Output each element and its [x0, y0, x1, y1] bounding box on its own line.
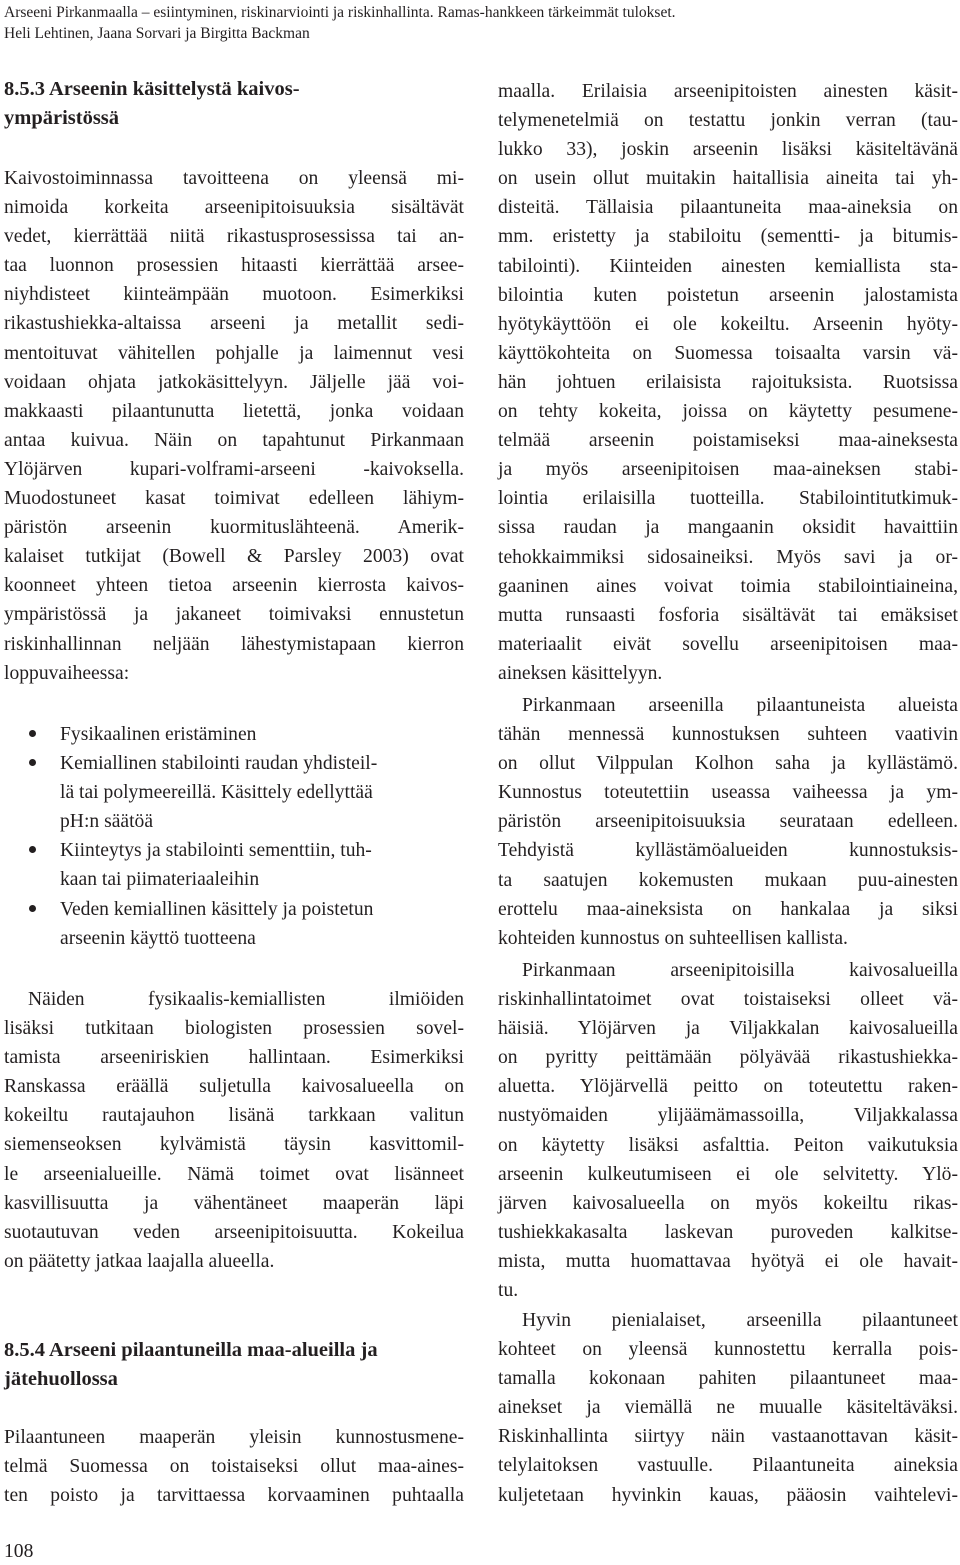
text-line: ympäristössä ja jakaneet toimivaksi ennustetun — [4, 604, 464, 626]
text-line: loppuvaiheessa: — [4, 662, 130, 684]
text-line: kuljetetaan hyvinkin kauas, pääosin vaihtelevi- — [498, 1484, 958, 1506]
text-line: kasvillisuutta ja vähentäneet maaperän läpi — [4, 1192, 464, 1214]
running-header-title: Arseeni Pirkanmaalla – esiintyminen, riskinarviointi ja riskinhallinta. Ramas-hankkeen tärkeimmät tulokset. — [4, 4, 676, 21]
text-line: erottelu maa-aineksista on hankalaa ja siksi — [498, 898, 958, 920]
text-line: on tehty kokeita, joissa on käytetty pesumene- — [498, 401, 958, 423]
text-line: hän johtuen erilaisista rajoituksista. Ruotsissa — [498, 371, 958, 393]
text-line: lointia erilaisilla tuotteilla. Stabilointitutkimuk- — [498, 488, 958, 510]
text-line: Pilaantuneen maaperän yleisin kunnostusmene- — [4, 1427, 464, 1448]
text-line: gaaninen aines voivat toimia stabilointiaineina, — [498, 575, 958, 597]
text-line: Riskinhallinta siirtyy näin vastaanottavan käsit- — [498, 1426, 958, 1448]
text-line: aineksen käsittelyyn. — [498, 662, 663, 684]
text-line: Näiden fysikaalis-kemiallisten ilmiöiden — [28, 989, 464, 1010]
text-line: telylaitoksen vastuulle. Pilaantuneita aineksia — [498, 1455, 958, 1477]
text-line: riskinhallinnan neljään lähestymistapaan kierron — [4, 633, 464, 655]
text-line: bilointia kuten poistetun arseenin jalostamista — [498, 284, 958, 306]
text-line: tu. — [498, 1280, 519, 1302]
text-line: järven kaivosalueella on myös kokeiltu rikas- — [498, 1192, 958, 1214]
text-line: le arseenialueille. Nämä toimet ovat lisänneet — [4, 1163, 464, 1185]
text-line: on ollut Vilppulan Kolhon saha ja kyllästämö. — [498, 753, 958, 775]
text-line: siemenseoksen kylvämistä täysin kasvittomil- — [4, 1134, 464, 1156]
text-line: lisäksi tutkitaan biologisten prosessien sovel- — [4, 1018, 464, 1040]
section-heading-8-5-4: 8.5.4 Arseeni pilaantuneilla maa-alueilla ja jätehuollossa — [4, 1339, 378, 1390]
bullet-icon — [29, 905, 36, 912]
page-number: 108 — [4, 1541, 34, 1562]
text-line: päristön arseenipitoisuuksia seurataan edelleen. — [498, 811, 958, 833]
paragraph — [4, 1423, 464, 1510]
text-line: rikastushiekka-altaissa arseeni ja metallit sedi- — [4, 313, 464, 335]
paragraph — [4, 164, 464, 688]
bullet-list — [4, 720, 464, 953]
text-line: tushiekkakasalta laskevan puroveden kalkitse- — [498, 1221, 958, 1243]
text-line: Kunnostus toteutettiin useassa vaiheessa ja ym- — [498, 782, 958, 804]
text-line: disteitä. Tällaisia pilaantuneita maa-aineksia on — [498, 197, 958, 219]
running-header-authors: Heli Lehtinen, Jaana Sorvari ja Birgitta Backman — [4, 25, 310, 42]
text-line: makkaasti pilaantunutta lietettä, jonka voidaan — [4, 400, 464, 422]
text-line: nimoida korkeita arseenipitoisuuksia sisältävät — [4, 197, 464, 219]
text-line: taa luonnon prosessien hitaasti kierrättää arsee- — [4, 255, 464, 277]
paragraph — [4, 985, 464, 1276]
running-header — [4, 2, 954, 44]
text-line: kohteet on yleensä kunnostettu kerralla pois- — [498, 1339, 958, 1361]
text-line: lukko 33), joskin arseenin lisäksi käsiteltävänä — [498, 139, 958, 161]
bullet-icon — [29, 846, 36, 853]
text-line: Ylöjärven kupari-volframi-arseeni -kaivoksella. — [4, 458, 464, 480]
text-line: materiaalit eivät sovellu arseenipitoisen maa- — [498, 633, 958, 655]
section-heading-8-5-3: 8.5.3 Arseenin käsittelystä kaivos- ympäristössä — [4, 78, 300, 129]
list-item: Kiinteytys ja stabilointi sementtiin, tuh- kaan tai piimateriaaleihin — [4, 836, 464, 894]
text-line: tamista arseeniriskien hallintaan. Esimerkiksi — [4, 1047, 464, 1069]
text-line: tehokkaimmiksi sidosaineiksi. Myös savi ja or- — [498, 546, 958, 568]
text-line: koonneet yhteen tietoa arseenin kierrosta kaivos- — [4, 575, 464, 597]
text-line: hyötykäyttöön ei ole kokeiltu. Arseenin hyöty- — [498, 313, 958, 335]
text-line: ja myös arseenipitoisen maa-aineksen stabi- — [498, 459, 958, 481]
text-line: Pirkanmaan arseenilla pilaantuneista alueista — [522, 695, 958, 716]
paragraph — [498, 77, 958, 688]
text-line: niyhdisteet kiinteämpään muotoon. Esimerkiksi — [4, 284, 464, 306]
text-line: on käytetty lisäksi asfalttia. Peiton vaikutuksia — [498, 1134, 958, 1156]
text-line: suotautuvan veden arseenipitoisuutta. Kokeilua — [4, 1221, 464, 1243]
text-line: kohteiden kunnostus on suhteellisen kallista. — [498, 927, 848, 949]
text-line: Kaivostoiminnassa tavoitteena on yleensä mi- — [4, 168, 464, 189]
text-line: häisiä. Ylöjärven ja Viljakkalan kaivosalueilla — [498, 1018, 958, 1040]
text-line: kalaiset tutkijat (Bowell & Parsley 2003) ovat — [4, 546, 464, 568]
text-line: maalla. Erilaisia arseenipitoisten ainesten käsit- — [498, 81, 958, 102]
text-line: nustyömaiden ylijäämämassoilla, Viljakkalassa — [498, 1105, 958, 1127]
text-line: mutta runsaasti fosforia sisältävät tai emäksiset — [498, 604, 958, 626]
text-line: voidaan ohjata jatkokäsittelyyn. Jäljelle jää voi- — [4, 371, 464, 393]
text-line: mentoituvat vähitellen pohjalle ja laimennut vesi — [4, 342, 464, 364]
paragraph — [498, 691, 958, 953]
text-line: ta saatujen kokemusten mukaan puu-ainesten — [498, 869, 958, 891]
list-item: Kemiallinen stabilointi raudan yhdisteil- lä tai polymeereillä. Käsittely edellyttää pH:n säätöä — [4, 749, 464, 836]
text-line: tamalla kokonaan pahiten pilaantuneet maa- — [498, 1368, 958, 1390]
paragraph — [498, 1306, 958, 1510]
text-line: tabilointi). Kiinteiden ainesten kemiallista sta- — [498, 255, 958, 277]
text-line: telmä Suomessa on toistaiseksi ollut maa-aines- — [4, 1456, 464, 1478]
text-line: telmää arseenin poistamiseksi maa-aineksesta — [498, 430, 958, 452]
text-line: päristön arseenin kuormituslähteenä. Amerik- — [4, 517, 464, 539]
bullet-icon — [29, 730, 36, 737]
text-line: telymenetelmiä on testattu jonkin verran (tau- — [498, 110, 958, 132]
text-line: kokeiltu rautajauhon lisänä tarkkaan valitun — [4, 1105, 464, 1127]
text-line: on pyritty peittämään pölyävää rikastushiekka- — [498, 1047, 958, 1069]
text-line: Muodostuneet kasat toimivat edelleen lähiym- — [4, 488, 464, 510]
text-line: sissa raudan ja mangaanin oksidit havaittiin — [498, 517, 958, 539]
bullet-icon — [29, 759, 36, 766]
text-line: ainekset ja viemällä ne muualle käsiteltäväksi. — [498, 1397, 958, 1419]
text-line: vedet, kierrättää niitä rikastusprosessissa tai an- — [4, 226, 464, 248]
text-line: antaa kuivua. Näin on tapahtunut Pirkanmaan — [4, 429, 464, 451]
text-line: mm. eristetty ja stabiloitu (sementti- ja bitumis- — [498, 226, 958, 248]
text-line: riskinhallintatoimet ovat toistaiseksi olleet vä- — [498, 989, 958, 1011]
text-line: Hyvin pienialaiset, arseenilla pilaantuneet — [522, 1310, 958, 1331]
text-line: on usein ollut muitakin haitallisia aineita tai yh- — [498, 168, 958, 190]
text-line: Ranskassa eräällä suljetulla kaivosalueella on — [4, 1076, 464, 1098]
list-item: Fysikaalinen eristäminen — [4, 720, 464, 749]
list-item: Veden kemiallinen käsittely ja poistetun arseenin käyttö tuotteena — [4, 895, 464, 953]
text-line: käyttökohteita on Suomessa toisaalta varsin vä- — [498, 342, 958, 364]
text-line: Pirkanmaan arseenipitoisilla kaivosalueilla — [522, 960, 958, 981]
paragraph — [498, 956, 958, 1305]
text-line: on päätetty jatkaa laajalla alueella. — [4, 1250, 275, 1272]
text-line: aluetta. Ylöjärvellä peitto on toteutettu raken- — [498, 1076, 958, 1098]
text-line: mista, mutta huomattavaa hyötyä ei ole havait- — [498, 1250, 958, 1272]
text-line: tähän mennessä kunnostuksen suhteen vaativin — [498, 724, 958, 746]
text-line: ten poisto ja tarvittaessa korvaaminen puhtaalla — [4, 1485, 464, 1507]
text-line: Tehdyistä kyllästämöalueiden kunnostuksis- — [498, 840, 958, 862]
text-line: arseenin kulkeutumiseen ei ole selvitetty. Ylö- — [498, 1163, 958, 1185]
